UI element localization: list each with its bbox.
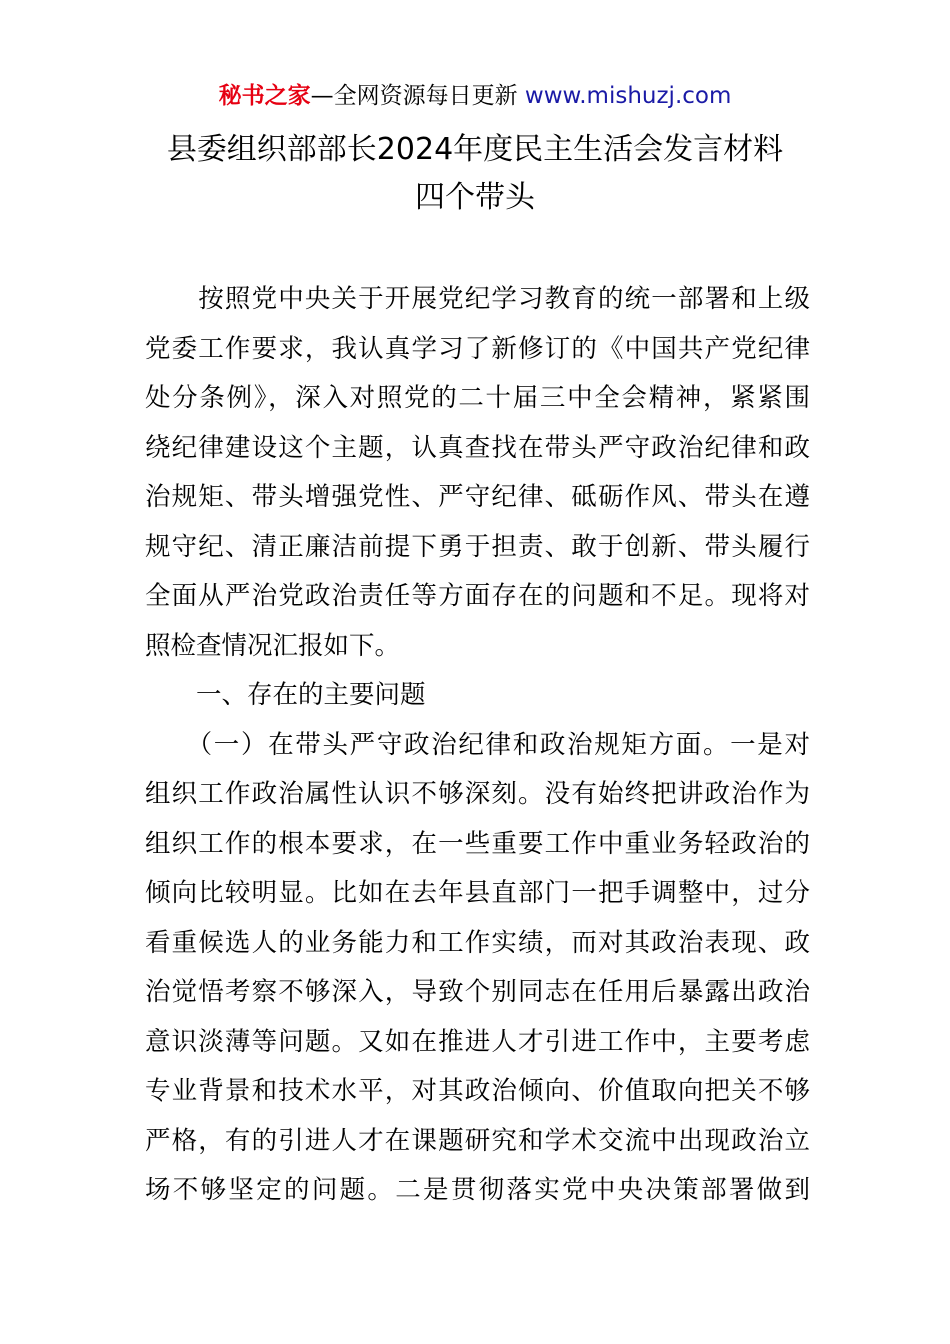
body-line: 照检查情况汇报如下。 [145,630,401,661]
body-line: 全面从严治党政治责任等方面存在的问题和不足。现将对 [145,581,810,611]
body-line: （一）在带头严守政治纪律和政治规矩方面。一是对 [145,729,810,760]
body-line: 组织工作政治属性认识不够深刻。没有始终把讲政治作为 [145,779,810,809]
body-line: 治觉悟考察不够深入，导致个别同志在任用后暴露出政治 [145,977,810,1007]
brand-name: 秘书之家 [218,83,311,109]
body-line: 倾向比较明显。比如在去年县直部门一把手调整中，过分 [145,878,810,908]
site-url[interactable]: www.mishuzj.com [517,83,732,109]
document-body [145,275,810,1216]
body-line: 处分条例》，深入对照党的二十届三中全会精神，紧紧围 [145,383,810,413]
document-subtitle: 四个带头 [415,180,535,215]
body-line: 党委工作要求，我认真学习了新修订的《中国共产党纪律 [145,333,810,364]
body-line: 绕纪律建设这个主题，认真查找在带头严守政治纪律和政 [145,432,810,463]
section-heading: 一、存在的主要问题 [145,680,426,710]
body-line: 规守纪、清正廉洁前提下勇于担责、敢于创新、带头履行 [145,531,810,562]
body-line: 治规矩、带头增强党性、严守纪律、砥砺作风、带头在遵 [145,482,810,512]
body-line: 按照党中央关于开展党纪学习教育的统一部署和上级 [145,284,810,314]
body-line: 组织工作的根本要求，在一些重要工作中重业务轻政治的 [145,828,810,859]
header-tagline: —全网资源每日更新 [310,83,518,109]
site-header [0,80,950,112]
body-line: 严格，有的引进人才在课题研究和学术交流中出现政治立 [145,1125,810,1156]
document-title: 县委组织部部长2024年度民主生活会发言材料 [166,132,784,167]
body-line: 意识淡薄等问题。又如在推进人才引进工作中，主要考虑 [145,1026,810,1057]
body-line: 专业背景和技术水平，对其政治倾向、价值取向把关不够 [145,1076,810,1106]
body-line: 看重候选人的业务能力和工作实绩，而对其政治表现、政 [145,927,810,958]
body-line: 场不够坚定的问题。二是贯彻落实党中央决策部署做到 [145,1175,810,1205]
